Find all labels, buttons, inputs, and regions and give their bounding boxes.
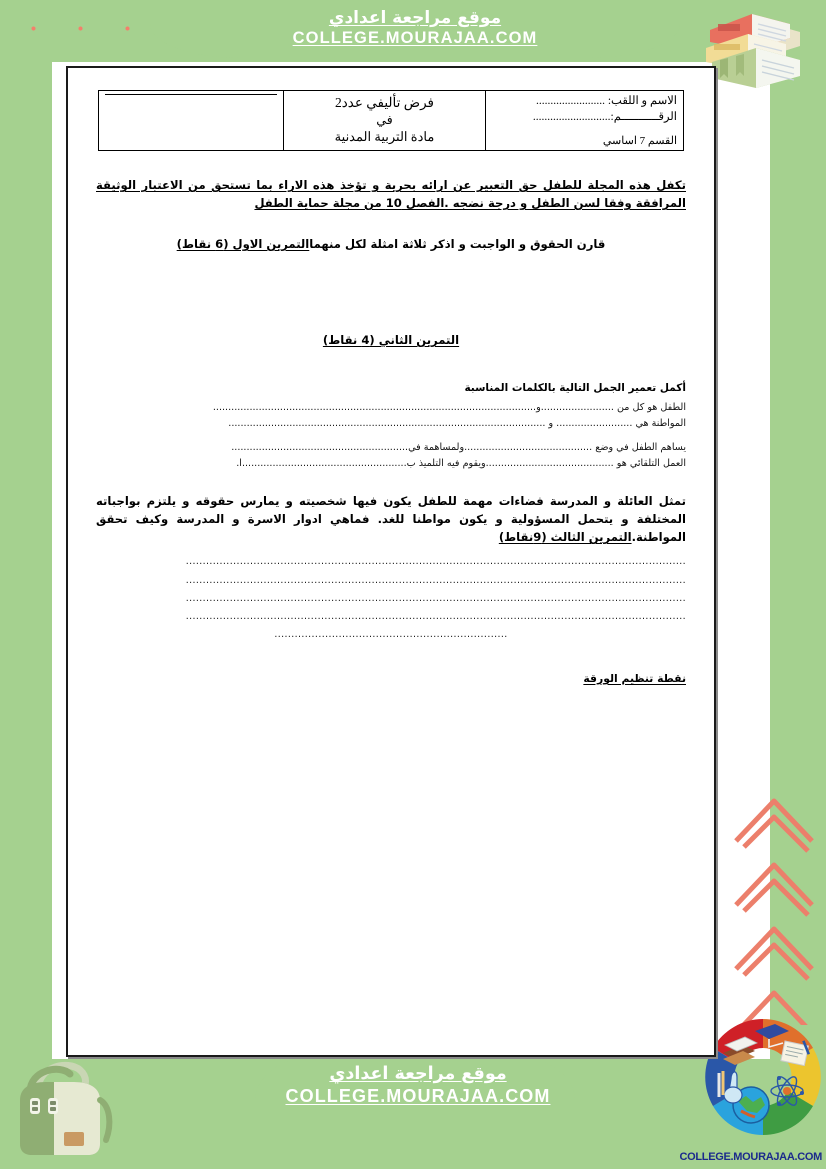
site-url-footer: COLLEGE.MOURAJAA.COM (285, 1085, 551, 1106)
exercise-2-prompt: أكمل تعمير الجمل التالية بالكلمات المناسبة (464, 381, 686, 394)
exercise-2-fill-lines (96, 400, 686, 471)
answer-line[interactable]: .................................................................................................................................................... (185, 574, 686, 586)
exam-title-line3: مادة التربية المدنية (334, 129, 435, 145)
exercise-1-heading: التمرين الاول (6 نقاط) (176, 236, 310, 251)
exam-title-line1: فرض تأليفي عدد2 (334, 95, 434, 110)
exercise-3-paragraph: تمثل العائلة و المدرسة فضاءات مهمة للطفل يكون فيها شخصيته و يمارس حقوقه و يلتزم بواجباته المختلفة و يتحمل المسؤولية و يكون مواطنا للغد. فماهي ادوار الاسرة و المدرسة وكيف تحقق المواطنة. (96, 494, 686, 545)
exam-title-line2: في (376, 113, 393, 128)
fill-line[interactable]: المواطنة هي ......................... و ........................................................................................................ (228, 417, 686, 429)
college-mourajaa-logo-icon (700, 1015, 826, 1155)
exercise-1-block (96, 235, 686, 254)
backpack-icon (8, 1056, 126, 1161)
student-identity-cell (486, 91, 684, 151)
answer-line[interactable]: .................................................................................................................................................... (185, 556, 686, 568)
site-name-arabic: موقع مراجعة اعدادي (328, 7, 502, 28)
exercise-1-instruction: قارن الحقوق و الواجبت و اذكر ثلاثة امثلة لكل منهما (309, 236, 606, 251)
exam-paper (66, 66, 716, 1057)
fill-line[interactable]: يساهم الطفل في وضع ..........................................ولمساهمة في.......................................................... (231, 442, 686, 454)
fill-line[interactable]: العمل التلقائي هو ..........................................ويقوم فيه التلميذ ب......................................................ا. (236, 457, 686, 469)
background-band-left (0, 0, 52, 1169)
answer-line[interactable]: ..................................................................... (274, 629, 508, 641)
exercise-3-block (96, 493, 686, 547)
stacked-books-icon (700, 2, 826, 90)
score-cell[interactable] (99, 91, 284, 151)
site-url-header: COLLEGE.MOURAJAA.COM (292, 28, 538, 47)
student-number-field-label[interactable]: الرقـــــــــــم:........................... (532, 110, 677, 123)
student-class-label: القسم 7 اساسي (602, 135, 677, 147)
presentation-note: نقطة تنظيم الورقة (583, 671, 686, 685)
answer-line[interactable]: .................................................................................................................................................... (185, 592, 686, 604)
exam-title-cell (284, 91, 486, 151)
answer-line[interactable]: .................................................................................................................................................... (185, 611, 686, 623)
fill-line[interactable]: الطفل هو كل من ........................و.......................................................................................................... (212, 402, 686, 414)
exam-body (88, 177, 694, 688)
exercise-3-heading: التمرين الثالث (9نقاط) (498, 530, 632, 545)
intro-paragraph: تكفل هذه المجلة للطفل حق التعبير عن ارائه بحرية و تؤخذ هذه الاراء بما تستحق من الاعتبار الوثيقة المرافقة وفقا لسن الطفل و درجة نضجه .الفصل 10 من مجلة حماية الطفل (96, 178, 686, 210)
exercise-2-heading: التمرين الثاني (4 نقاط) (322, 332, 460, 347)
site-branding-footer (253, 1056, 583, 1114)
score-cell-top[interactable] (105, 94, 277, 95)
exercise-3-answer-area (96, 553, 686, 645)
dot-pattern-icon (0, 0, 150, 62)
site-branding-header (170, 0, 660, 55)
chevron-pattern-icon (730, 795, 826, 1025)
student-name-field-label[interactable]: الاسم و اللقب: ........................ (535, 95, 677, 107)
site-name-arabic-footer: موقع مراجعة اعدادي (329, 1063, 507, 1084)
logo-caption-text: COLLEGE.MOURAJAA.COM (679, 1151, 822, 1163)
exam-header-table (98, 90, 684, 151)
